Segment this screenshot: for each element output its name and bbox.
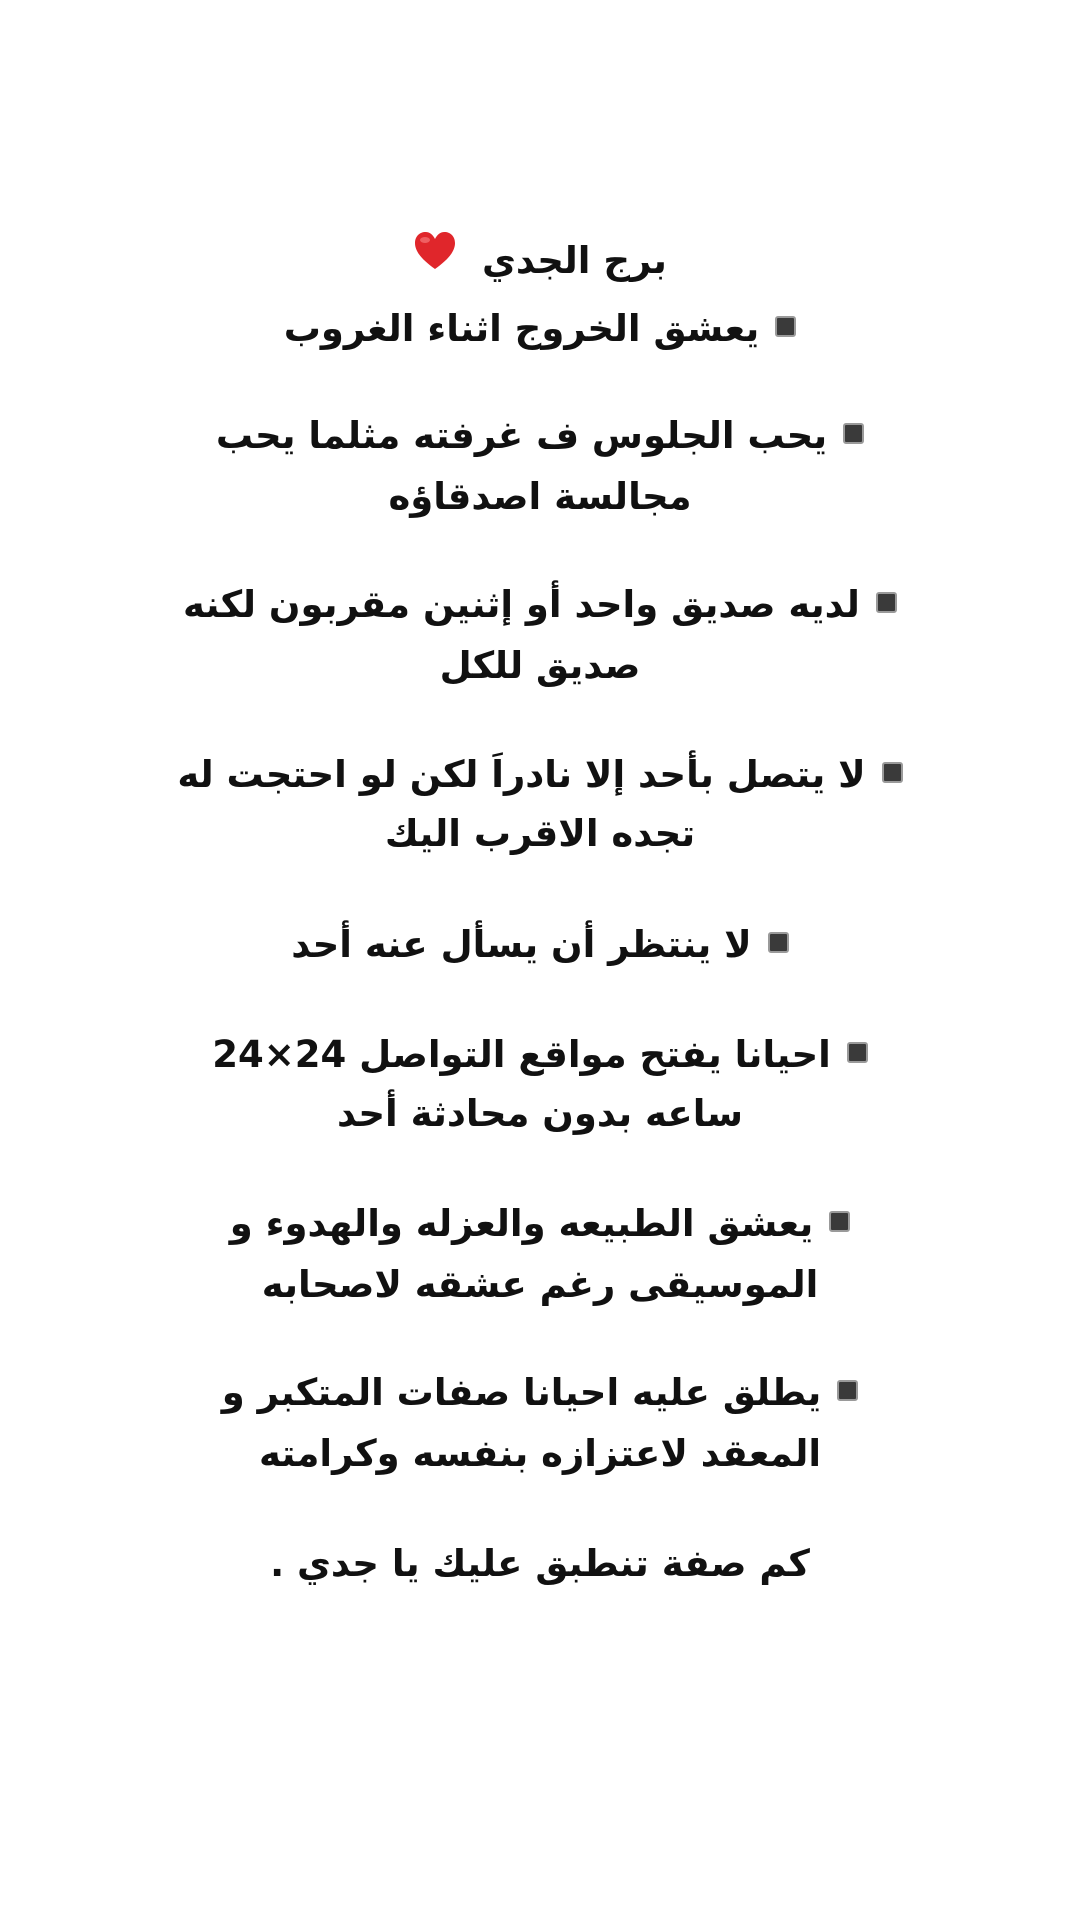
title-line [0, 230, 1080, 292]
item-text: صديق للكل [439, 644, 641, 687]
title-text: برج الجدي [481, 239, 667, 282]
bullet-square-icon [837, 1380, 858, 1401]
item-8-line-1 [0, 1362, 1080, 1424]
item-text: ساعه بدون محادثة أحد [337, 1092, 743, 1135]
item-7-line-1 [0, 1193, 1080, 1255]
item-text: يطلق عليه احيانا صفات المتكبر و [221, 1371, 822, 1414]
item-text: لا ينتظر أن يسأل عنه أحد [291, 923, 752, 966]
bullet-square-icon [768, 932, 789, 953]
item-3-line-1 [0, 574, 1080, 636]
bullet-square-icon [775, 316, 796, 337]
item-text: الموسيقى رغم عشقه لاصحابه [261, 1263, 819, 1306]
item-2-line-2 [0, 466, 1080, 528]
item-text: لا يتصل بأحد إلا نادراَ لكن لو احتجت له [177, 753, 866, 796]
item-3-line-2 [0, 635, 1080, 697]
item-7-line-2 [0, 1254, 1080, 1316]
red-heart-icon [413, 228, 457, 290]
item-8-line-2 [0, 1423, 1080, 1485]
item-text: المعقد لاعتزازه بنفسه وكرامته [258, 1432, 822, 1475]
item-6-line-1 [0, 1024, 1080, 1086]
item-4-line-2 [0, 803, 1080, 865]
closing-question [0, 1533, 1080, 1595]
item-text: احيانا يفتح مواقع التواصل 24×24 [212, 1033, 831, 1076]
bullet-square-icon [847, 1042, 868, 1063]
item-text: يحب الجلوس ف غرفته مثلما يحب [215, 414, 828, 457]
bullet-square-icon [876, 592, 897, 613]
item-text: تجده الاقرب اليك [384, 812, 696, 855]
item-4-line-1 [0, 744, 1080, 806]
item-text: مجالسة اصدقاؤه [388, 475, 692, 518]
item-6-line-2 [0, 1083, 1080, 1145]
bullet-square-icon [829, 1211, 850, 1232]
item-5-line-1 [0, 914, 1080, 976]
bullet-square-icon [882, 762, 903, 783]
item-text: يعشق الخروج اثناء الغروب [283, 307, 760, 350]
item-text: يعشق الطبيعه والعزله والهدوء و [229, 1202, 814, 1245]
closing-text: كم صفة تنطبق عليك يا جدي . [270, 1542, 810, 1585]
item-1-line-1 [0, 298, 1080, 360]
item-text: لديه صديق واحد أو إثنين مقربون لكنه [183, 583, 860, 626]
item-2-line-1 [0, 405, 1080, 467]
bullet-square-icon [843, 423, 864, 444]
